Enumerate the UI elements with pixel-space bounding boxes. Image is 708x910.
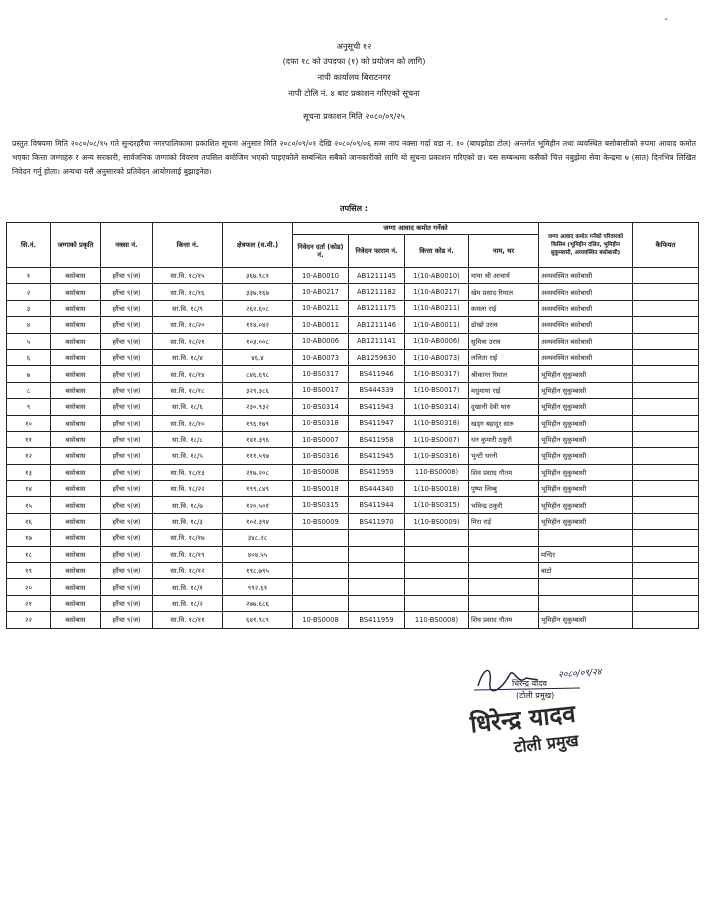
cell-kitta-code: 1(10-AB0010): [405, 268, 469, 284]
cell-sn: २२: [7, 612, 51, 628]
cell-sn: १०: [7, 415, 51, 431]
table-row: [7, 431, 699, 447]
cell-name: [469, 563, 539, 579]
cell-land-nature: बसोबास: [51, 448, 101, 464]
cell-kitta-code: 110-BS0008): [405, 464, 469, 480]
cell-sn: ९: [7, 399, 51, 415]
table-row: [7, 448, 699, 464]
cell-kitta-no: सा.वि. १८/१२: [153, 563, 223, 579]
cell-map-no: हरैंचा ९(ज): [101, 481, 153, 497]
cell-kitta-code: [405, 546, 469, 562]
signature-block: [460, 660, 700, 800]
cell-sn: १४: [7, 481, 51, 497]
notice-paragraph: प्रस्तुत विषयमा मिति २०८०/०८/१५ गते सुन्दरहरैंचा नगरपालिकामा प्रकाशित सूचना अनुसार मिति २०८०/०९/०१ देखि २०८०/०९/०६ सम्म नाप नक्सा गर्दा वडा नं. १० (बाघझोडा टोल) अन्तर्गत भूमिहीन तथा व्यवस्थित बसोबासीको रुपमा आवाद कमोत भएका कित्ता जग्गाहरु र अन्य सरकारी, सार्वजनिक जग्गाको विवरण तपसिल बमोजिम भएको पाइएकोले सम्बन्धित सबैको जानकारीको लागि यो सूचना प्रकाशन गरिएको छ। यस सम्बन्धमा कसैको चित्त नबुझेमा सेवा केन्द्रमा ७ (सात) दिनभित्र लिखित निवेदन गर्नु होला। अन्यथा यसै अनुसारको प्रतिवेदन आयोगलाई बुझाइनेछ।: [12, 139, 696, 176]
cell-map-no: हरैंचा ९(ज): [101, 382, 153, 398]
cell-map-no: हरैंचा ९(ज): [101, 448, 153, 464]
section-reference: (दफा १८ को उपदफा (१) को प्रयोजन को लागि): [282, 56, 426, 66]
cell-name: पुष्पा लिम्बु: [469, 481, 539, 497]
table-row: [7, 530, 699, 546]
cell-sn: १९: [7, 563, 51, 579]
cell-remarks: [633, 497, 699, 513]
cell-kitta-code: 1(10-BS0317): [405, 366, 469, 382]
cell-kitta-code: [405, 595, 469, 611]
cell-land-nature: बसोबास: [51, 595, 101, 611]
cell-kitta-code: 1(10-BS0007): [405, 431, 469, 447]
cell-reg-code: 10-BS0008: [293, 612, 349, 628]
table-row: [7, 268, 699, 284]
table-row: [7, 464, 699, 480]
cell-remarks: [633, 563, 699, 579]
cell-form-no: AB1211141: [349, 333, 405, 349]
cell-reg-code: [293, 530, 349, 546]
cell-reg-code: 10-BS0316: [293, 448, 349, 464]
cell-land-nature: बसोबास: [51, 333, 101, 349]
cell-kitta-no: सा.वि. १८/१६: [153, 284, 223, 300]
cell-family-type: भूमिहीन सुकुम्बासी: [539, 513, 633, 529]
cell-form-no: BS411946: [349, 366, 405, 382]
cell-kitta-code: [405, 530, 469, 546]
stamp-name: धिरेन्द्र यादव: [468, 699, 577, 739]
land-records-table: [6, 222, 699, 629]
cell-area: ३६७.९८१: [223, 268, 293, 284]
cell-land-nature: बसोबास: [51, 464, 101, 480]
stamp-role: टोली प्रमुख: [513, 730, 580, 757]
cell-remarks: [633, 333, 699, 349]
cell-family-type: भूमिहीन सुकुम्बासी: [539, 612, 633, 628]
cell-kitta-no: सा.वि. १८/८: [153, 431, 223, 447]
cell-area: ९९२.६१: [223, 579, 293, 595]
cell-kitta-code: 1(10-AB0211): [405, 300, 469, 316]
cell-form-no: AB1211146: [349, 317, 405, 333]
cell-family-type: अव्यवस्थित बसोबासी: [539, 284, 633, 300]
cell-kitta-no: सा.वि. १८/५: [153, 448, 223, 464]
table-row: [7, 382, 699, 398]
table-row: [7, 497, 699, 513]
cell-name: मिरा राई: [469, 513, 539, 529]
cell-name: भुन्टी धरनी: [469, 448, 539, 464]
cell-kitta-no: सा.वि. १८/१७: [153, 530, 223, 546]
cell-kitta-no: सा.वि. १८/१८: [153, 382, 223, 398]
cell-map-no: हरैंचा ९(ज): [101, 513, 153, 529]
col-header-sn: सि.नं.: [7, 223, 51, 268]
cell-kitta-no: सा.वि. १८/४: [153, 349, 223, 365]
cell-form-no: BS411970: [349, 513, 405, 529]
cell-remarks: [633, 415, 699, 431]
cell-name: शिव प्रसाद गौतम: [469, 612, 539, 628]
cell-reg-code: 10-AB0217: [293, 284, 349, 300]
cell-name: [469, 546, 539, 562]
cell-sn: २०: [7, 579, 51, 595]
cell-sn: ११: [7, 431, 51, 447]
cell-family-type: अव्यवस्थित बसोबासी: [539, 349, 633, 365]
cell-reg-code: [293, 546, 349, 562]
cell-reg-code: 10-AB0010: [293, 268, 349, 284]
col-header-reg-code: निवेदन दर्ता (कोड) नं.: [293, 235, 349, 268]
cell-family-type: मन्दिर: [539, 546, 633, 562]
cell-land-nature: बसोबास: [51, 382, 101, 398]
col-header-name: नाम, थर: [469, 235, 539, 268]
cell-area: १४१.३९६: [223, 431, 293, 447]
cell-land-nature: बसोबास: [51, 268, 101, 284]
table-row: [7, 366, 699, 382]
cell-reg-code: 10-BS0008: [293, 464, 349, 480]
cell-sn: २१: [7, 595, 51, 611]
cell-reg-code: 10-AB0006: [293, 333, 349, 349]
cell-map-no: हरैंचा ९(ज): [101, 284, 153, 300]
cell-land-nature: बसोबास: [51, 563, 101, 579]
table-row: [7, 399, 699, 415]
cell-remarks: [633, 579, 699, 595]
table-row: [7, 546, 699, 562]
cell-area: ३२९.३८६: [223, 382, 293, 398]
cell-name: खेम प्रसाद रिमाल: [469, 284, 539, 300]
table-row: [7, 612, 699, 628]
cell-map-no: हरैंचा ९(ज): [101, 464, 153, 480]
cell-form-no: BS411945: [349, 448, 405, 464]
cell-land-nature: बसोबास: [51, 481, 101, 497]
cell-area: १०२.३९४: [223, 513, 293, 529]
cell-area: १२०.५०१: [223, 497, 293, 513]
cell-family-type: [539, 579, 633, 595]
cell-sn: २: [7, 284, 51, 300]
cell-kitta-no: सा.वि. १८/६: [153, 399, 223, 415]
cell-map-no: हरैंचा ९(ज): [101, 612, 153, 628]
cell-sn: ५: [7, 333, 51, 349]
cell-sn: १५: [7, 497, 51, 513]
cell-family-type: भूमिहीन सुकुम्बासी: [539, 431, 633, 447]
cell-sn: ३: [7, 300, 51, 316]
col-header-kitta-no: कित्ता नं.: [153, 223, 223, 268]
cell-kitta-code: 1(10-BS0017): [405, 382, 469, 398]
cell-kitta-no: सा.वि. १८/२: [153, 595, 223, 611]
cell-kitta-code: 1(10-AB0073): [405, 349, 469, 365]
cell-kitta-code: 1(10-AB0217): [405, 284, 469, 300]
cell-remarks: [633, 382, 699, 398]
cell-area: १०३.००८: [223, 333, 293, 349]
cell-form-no: BS411959: [349, 612, 405, 628]
cell-sn: १२: [7, 448, 51, 464]
cell-name: ढोखो उराव: [469, 317, 539, 333]
cell-sn: ८: [7, 382, 51, 398]
cell-land-nature: बसोबास: [51, 284, 101, 300]
cell-land-nature: बसोबास: [51, 415, 101, 431]
cell-reg-code: 10-BS0317: [293, 366, 349, 382]
cell-reg-code: 10-AB0211: [293, 300, 349, 316]
cell-family-type: भूमिहीन सुकुम्बासी: [539, 481, 633, 497]
cell-sn: ६: [7, 349, 51, 365]
cell-area: १११.५९७: [223, 448, 293, 464]
cell-land-nature: बसोबास: [51, 349, 101, 365]
cell-land-nature: बसोबास: [51, 399, 101, 415]
table-row: [7, 563, 699, 579]
cell-family-type: अव्यवस्थित बसोबासी: [539, 317, 633, 333]
cell-form-no: BS411958: [349, 431, 405, 447]
cell-form-no: BS444340: [349, 481, 405, 497]
cell-remarks: [633, 366, 699, 382]
cell-land-nature: बसोबास: [51, 366, 101, 382]
cell-family-type: भूमिहीन सुकुम्बासी: [539, 464, 633, 480]
table-row: [7, 349, 699, 365]
col-header-area: क्षेत्रफल (व.मी.): [223, 223, 293, 268]
table-row: [7, 317, 699, 333]
cell-sn: १७: [7, 530, 51, 546]
cell-family-type: [539, 530, 633, 546]
cell-remarks: [633, 284, 699, 300]
table-row: [7, 595, 699, 611]
table-row: [7, 300, 699, 316]
cell-reg-code: 10-BS0017: [293, 382, 349, 398]
cell-reg-code: 10-BS0314: [293, 399, 349, 415]
corner-mark: -: [664, 14, 668, 25]
cell-family-type: भूमिहीन सुकुम्बासी: [539, 448, 633, 464]
table-row: [7, 333, 699, 349]
cell-map-no: हरैंचा ९(ज): [101, 268, 153, 284]
cell-area: २७७.६८६: [223, 595, 293, 611]
cell-form-no: AB1211175: [349, 300, 405, 316]
cell-form-no: [349, 563, 405, 579]
table-row: [7, 481, 699, 497]
cell-map-no: हरैंचा ९(ज): [101, 497, 153, 513]
cell-name: सुमित्रा उराव: [469, 333, 539, 349]
cell-kitta-no: सा.वि. १८/२०: [153, 317, 223, 333]
cell-land-nature: बसोबास: [51, 497, 101, 513]
notice-title: नापी टोलि नं. ४ बाट प्रकाशन गरिएको सूचना: [288, 88, 420, 98]
cell-name: कमला राई: [469, 300, 539, 316]
publication-date: सूचना प्रकाशन मिति २०८०/०९/२५: [303, 111, 405, 121]
cell-kitta-no: सा.वि. १८/१४: [153, 366, 223, 382]
cell-area: १९८.७९५: [223, 563, 293, 579]
cell-land-nature: बसोबास: [51, 317, 101, 333]
cell-remarks: [633, 464, 699, 480]
cell-remarks: [633, 612, 699, 628]
cell-reg-code: [293, 595, 349, 611]
cell-map-no: हरैंचा ९(ज): [101, 579, 153, 595]
col-header-remarks: कैफियत: [633, 223, 699, 268]
cell-area: ६४१.९८९: [223, 612, 293, 628]
cell-area: १९६.१७९: [223, 415, 293, 431]
cell-form-no: BS411947: [349, 415, 405, 431]
details-heading: तपसिल :: [340, 204, 368, 213]
cell-reg-code: 10-BS0009: [293, 513, 349, 529]
cell-form-no: [349, 595, 405, 611]
cell-kitta-no: सा.वि. १८/१५: [153, 268, 223, 284]
cell-name: शिव प्रसाद गौतम: [469, 464, 539, 480]
cell-map-no: हरैंचा ९(ज): [101, 366, 153, 382]
cell-kitta-no: सा.वि. १८/९: [153, 300, 223, 316]
cell-kitta-no: सा.वि. १८/२२: [153, 481, 223, 497]
cell-remarks: [633, 546, 699, 562]
cell-remarks: [633, 399, 699, 415]
cell-form-no: BS444339: [349, 382, 405, 398]
cell-family-type: भूमिहीन सुकुम्बासी: [539, 497, 633, 513]
cell-kitta-code: 1(10-AB0006): [405, 333, 469, 349]
cell-map-no: हरैंचा ९(ज): [101, 399, 153, 415]
cell-sn: ७: [7, 366, 51, 382]
cell-form-no: [349, 530, 405, 546]
cell-name: [469, 595, 539, 611]
cell-reg-code: [293, 563, 349, 579]
cell-map-no: हरैंचा ९(ज): [101, 349, 153, 365]
col-header-family-type: जग्गा आवाद कमोत गर्नेको परिवारको किसिम (भूमिहीन दलित, भूमिहीन सुकुम्बासी, अव्यवस्थित बसोबासी): [539, 223, 633, 268]
cell-kitta-no: सा.वि. १८/२१: [153, 333, 223, 349]
cell-family-type: भूमिहीन सुकुम्बासी: [539, 382, 633, 398]
cell-sn: १८: [7, 546, 51, 562]
cell-name: [469, 579, 539, 595]
cell-kitta-code: 1(10-BS0316): [405, 448, 469, 464]
cell-remarks: [633, 595, 699, 611]
cell-land-nature: बसोबास: [51, 513, 101, 529]
cell-kitta-no: सा.वि. १८/३: [153, 513, 223, 529]
cell-name: श्रीकान्त रिमाल: [469, 366, 539, 382]
cell-form-no: [349, 546, 405, 562]
cell-family-type: अव्यवस्थित बसोबासी: [539, 268, 633, 284]
cell-land-nature: बसोबास: [51, 579, 101, 595]
col-header-land-nature: जग्गाको प्रकृति: [51, 223, 101, 268]
cell-map-no: हरैंचा ९(ज): [101, 530, 153, 546]
cell-kitta-code: 1(10-BS0018): [405, 481, 469, 497]
table-row: [7, 513, 699, 529]
cell-name: दुखानी देवी थारु: [469, 399, 539, 415]
cell-form-no: AB1259630: [349, 349, 405, 365]
cell-map-no: हरैंचा ९(ज): [101, 333, 153, 349]
cell-remarks: [633, 513, 699, 529]
cell-kitta-code: 1(10-BS0318): [405, 415, 469, 431]
cell-sn: १: [7, 268, 51, 284]
cell-area: २३०.९३२: [223, 399, 293, 415]
cell-kitta-code: [405, 563, 469, 579]
cell-kitta-code: 1(10-AB0011): [405, 317, 469, 333]
cell-remarks: [633, 268, 699, 284]
cell-area: ११४.०४२: [223, 317, 293, 333]
office-name: नापी कार्यालय बिराटनगर: [317, 72, 391, 82]
cell-map-no: हरैंचा ९(ज): [101, 563, 153, 579]
cell-form-no: BS411959: [349, 464, 405, 480]
cell-land-nature: बसोबास: [51, 530, 101, 546]
cell-kitta-no: सा.वि. १८/१०: [153, 415, 223, 431]
cell-land-nature: बसोबास: [51, 431, 101, 447]
cell-reg-code: 10-BS0318: [293, 415, 349, 431]
cell-reg-code: 10-BS0007: [293, 431, 349, 447]
cell-remarks: [633, 300, 699, 316]
cell-reg-code: 10-AB0073: [293, 349, 349, 365]
col-header-form-no: निवेदन फाराम नं.: [349, 235, 405, 268]
cell-form-no: AB1211145: [349, 268, 405, 284]
cell-kitta-no: सा.वि. १८/१९: [153, 546, 223, 562]
table-row: [7, 415, 699, 431]
cell-name: मधुमाया राई: [469, 382, 539, 398]
cell-sn: ४: [7, 317, 51, 333]
cell-remarks: [633, 481, 699, 497]
cell-family-type: भूमिहीन सुकुम्बासी: [539, 399, 633, 415]
annex-title: अनुसूची १२: [336, 41, 372, 51]
cell-land-nature: बसोबास: [51, 546, 101, 562]
cell-sn: १३: [7, 464, 51, 480]
cell-remarks: [633, 448, 699, 464]
cell-family-type: अव्यवस्थित बसोबासी: [539, 300, 633, 316]
cell-map-no: हरैंचा ९(ज): [101, 431, 153, 447]
cell-map-no: हरैंचा ९(ज): [101, 415, 153, 431]
cell-map-no: हरैंचा ९(ज): [101, 300, 153, 316]
cell-reg-code: 10-BS0018: [293, 481, 349, 497]
cell-area: ३४८.२८: [223, 530, 293, 546]
name-stamp: [470, 698, 670, 758]
cell-map-no: हरैंचा ९(ज): [101, 317, 153, 333]
col-header-kitta-code: कित्ता कोड नं.: [405, 235, 469, 268]
cell-form-no: AB1211182: [349, 284, 405, 300]
cell-area: ३३७.१६७: [223, 284, 293, 300]
col-header-map-no: नक्सा नं.: [101, 223, 153, 268]
cell-name: धन कुमारी ठकुरी: [469, 431, 539, 447]
cell-form-no: [349, 579, 405, 595]
cell-remarks: [633, 349, 699, 365]
cell-kitta-code: [405, 579, 469, 595]
cell-reg-code: 10-AB0011: [293, 317, 349, 333]
cell-name: माया श्री आचार्य: [469, 268, 539, 284]
cell-sn: १६: [7, 513, 51, 529]
cell-kitta-no: सा.वि. १८/१: [153, 579, 223, 595]
cell-area: २६२.६०८: [223, 300, 293, 316]
cell-kitta-code: 1(10-BS0315): [405, 497, 469, 513]
cell-name: भविन्द्र ठकुरी: [469, 497, 539, 513]
table-row: [7, 579, 699, 595]
cell-family-type: अव्यवस्थित बसोबासी: [539, 333, 633, 349]
cell-name: [469, 530, 539, 546]
cell-kitta-no: सा.वि. १८/७: [153, 497, 223, 513]
cell-kitta-no: सा.वि. १८/११: [153, 612, 223, 628]
signature-date: २०८०/०९/२४: [557, 667, 602, 681]
cell-area: ४६.४: [223, 349, 293, 365]
cell-land-nature: बसोबास: [51, 612, 101, 628]
cell-remarks: [633, 317, 699, 333]
cell-remarks: [633, 530, 699, 546]
cell-map-no: हरैंचा ९(ज): [101, 595, 153, 611]
cell-name: खड्ग बहादुर सारु: [469, 415, 539, 431]
cell-kitta-code: 110-BS0008): [405, 612, 469, 628]
cell-kitta-code: 1(10-BS0009): [405, 513, 469, 529]
cell-family-type: बाटो: [539, 563, 633, 579]
cell-kitta-no: सा.वि. १८/१३: [153, 464, 223, 480]
cell-area: ८४६.६९८: [223, 366, 293, 382]
signatory-name: धिरेन्द्र यादव: [512, 679, 547, 688]
col-group-header: जग्गा आवाद कमोत गर्नेको: [293, 223, 539, 235]
cell-family-type: भूमिहीन सुकुम्बासी: [539, 366, 633, 382]
cell-area: १९९.८४९: [223, 481, 293, 497]
table-row: [7, 284, 699, 300]
signatory-role: (टोली प्रमुख): [516, 691, 555, 700]
cell-area: ४०४.५५: [223, 546, 293, 562]
cell-map-no: हरैंचा ९(ज): [101, 546, 153, 562]
cell-name: ललिता राई: [469, 349, 539, 365]
cell-land-nature: बसोबास: [51, 300, 101, 316]
cell-form-no: BS411943: [349, 399, 405, 415]
cell-family-type: [539, 595, 633, 611]
cell-remarks: [633, 431, 699, 447]
cell-kitta-code: 1(10-BS0314): [405, 399, 469, 415]
cell-reg-code: 10-BS0315: [293, 497, 349, 513]
cell-form-no: BS411944: [349, 497, 405, 513]
cell-area: २१७.२०८: [223, 464, 293, 480]
cell-reg-code: [293, 579, 349, 595]
cell-family-type: भूमिहीन सुकुम्बासी: [539, 415, 633, 431]
